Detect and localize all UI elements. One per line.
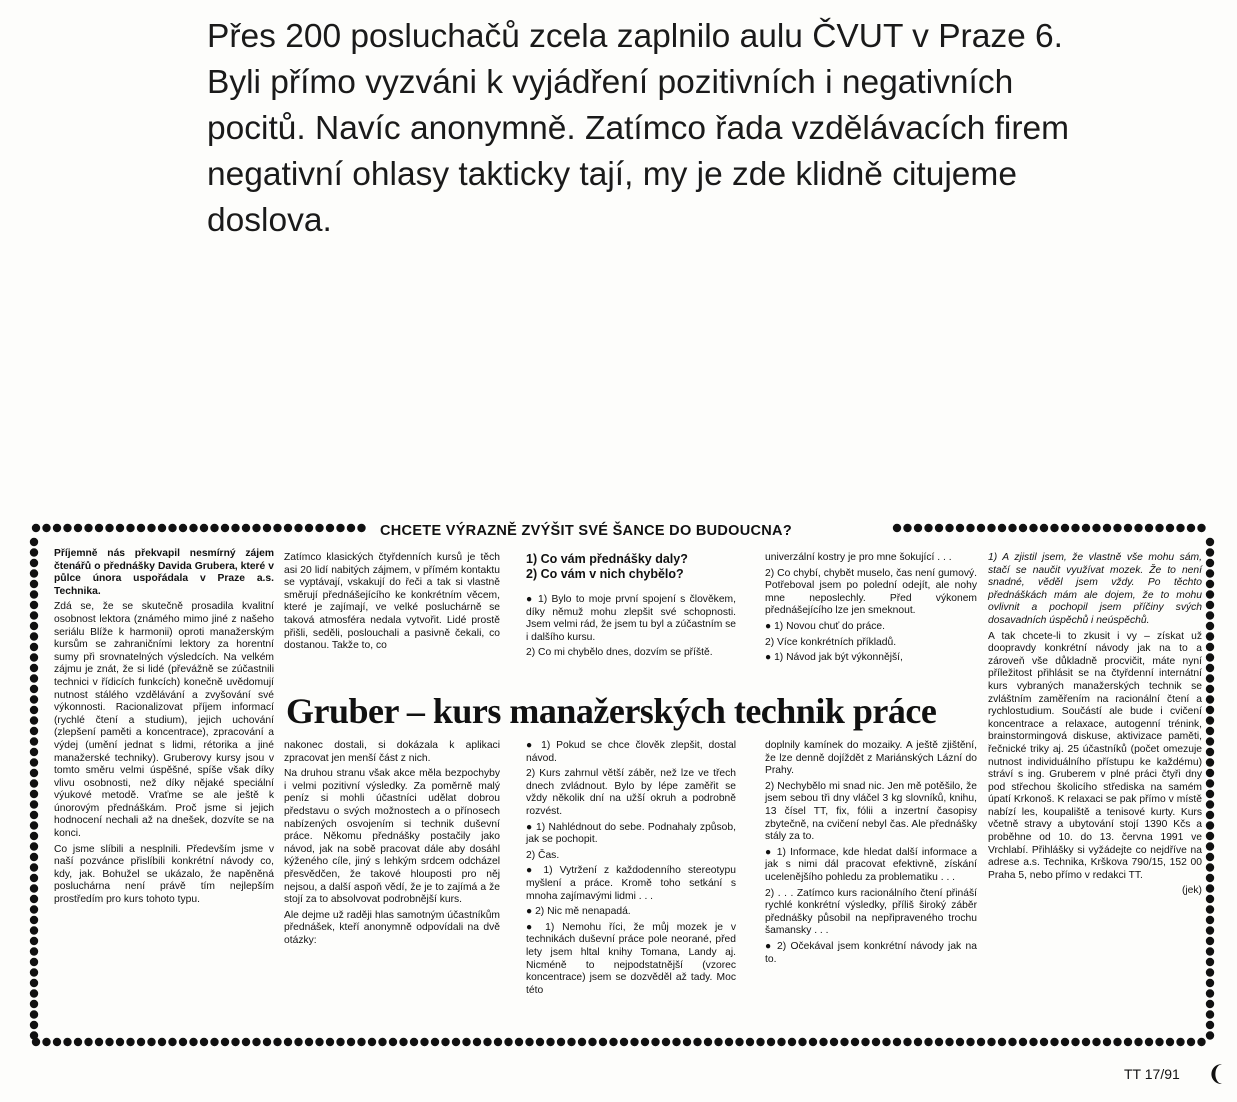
- answer-paragraph: univerzální kostry je pro mne šokující . . .: [765, 552, 952, 563]
- answer-paragraph: 2) Nechybělo mi snad nic. Jen mě potěšilo, že jsem sebou tři dny vláčel 3 kg slovníků, knihu, 13 čísel TT, fix, fólii a inzertní časopisy zbytečně, na cvičení nebyl čas. Ale přednášky stály za to.: [765, 780, 977, 843]
- body-paragraph: Ale dejme už raději hlas samotným účastníkům přednášek, kteří anonymně odpovídali na dvě otázky:: [284, 909, 500, 946]
- intro-paragraph: Přes 200 posluchačů zcela zaplnilo aulu ČVUT v Praze 6. Byli přímo vyzváni k vyjádření pozitivních i negativních pocitů. Navíc anonymně. Zatímco řada vzdělávacích firem negativní ohlasy takticky tají, my je zde klidně citujeme doslova.: [207, 18, 1070, 239]
- article-column-5: [988, 552, 1202, 901]
- body-paragraph: Co jsme slíbili a nesplnili. Především jsme v naší pozvánce přislíbili konkrétní návody co, kdy, jak. Bohužel se ukázalo, že napěněná posluchárna není právě tím nejlepším prostředím pro kurs tohoto typu.: [54, 843, 274, 906]
- answer-paragraph: 2) Čas.: [526, 849, 560, 861]
- answer-paragraph: ● 1) Nahlédnout do sebe. Podnahaly způsob, jak se pochopit.: [526, 821, 736, 846]
- clipping-headline: CHCETE VÝRAZNĚ ZVÝŠIT SVÉ ŠANCE DO BUDOUCNA?: [372, 523, 800, 539]
- answer-paragraph: 2) Kurs zahrnul větší záběr, než lze ve třech dnech zvládnout. Bylo by lépe zaměřit se vždy několik dní na užší okruh a podrobně rozvést.: [526, 768, 736, 817]
- page-footer: TT 17/91: [1124, 1066, 1180, 1082]
- answer-paragraph: doplnily kamínek do mozaiky. A ještě zjištění, že lze denně dojíždět z Mariánských Lázní do Prahy.: [765, 740, 977, 777]
- questions-block: [526, 552, 736, 582]
- course-offer-paragraph: A tak chcete-li to zkusit i vy – získat už doopravdy konkrétní návody jak na to a zároveň vše důkladně procvičit, máte nyní příležitost přihlásit se na čtyřdenní internátní kurs vybraných manažerských technik se zvláštním zaměřením na racionální čtení a rychlostudium. Součástí ale bude i cvičení koncentrace a relaxace, autogenní trénink, brainstormingová diskuse, aktivizace paměti, řečnické triky aj. 25 účastníků (počet omezuje nutnost individuálního přístupu ke každému) stráví s ing. Gruberem v plné práci čtyři dny pod střechou školicího střediska na samém úpatí Krkonoš. K relaxaci se pak přímo v místě nabízí les, koupaliště a tenisové kurty. Kurs včetně stravy a ubytování stojí 1390 Kčs a proběhne od 10. do 13. června 1991 ve Vrchlabí. Přihlášky si vyžádejte co nejdříve na adrese a.s. Technika, Krškova 790/15, 152 00 Praha 5, nebo přímo v redakci TT.: [988, 630, 1202, 881]
- answer-paragraph: ● 1) Návod jak být výkonnější,: [765, 652, 903, 664]
- author-signature: (jek): [1181, 885, 1202, 897]
- body-paragraph: Zatímco klasických čtyřdenních kursů je těch asi 20 lidí nabitých zájmem, v přímém kontaktu se vyptávají, vskakují do řeči a tak si vlastně směrují přednášejícího ke konkrétním věcem, které je zajímají, ve velké posluchárně se taková atmosféra nedala vytvořit. Lidé prostě přišli, seděli, poslouchali a pasivně čekali, co dostanou. Takže to, co: [284, 552, 500, 652]
- answer-paragraph: ● 1) Informace, kde hledat další informace a jak s nimi dál pracovat efektivně, získání ucelenějšího pohledu za problematiku . . .: [765, 846, 977, 883]
- question-2: 2) Co vám v nich chybělo?: [526, 567, 684, 581]
- answer-paragraph: ● 1) Nemohu říci, že můj mozek je v technikách duševní práce pole neorané, před lety jsem hltal knihy Tomana, Landy aj. Nicméně to nejpodstatnější (vzorec koncentrace) jsem se dozvěděl až tady. Moc této: [526, 921, 736, 996]
- answer-paragraph: 2) Co chybí, chybět muselo, čas není gumový. Potřeboval jsem po polední odejít, ale nohy mne neposlechly. Před výkonem přednášejícího lze jen smeknout.: [765, 567, 977, 617]
- lead-paragraph: Příjemně nás překvapil nesmírný zájem čtenářů o přednášky Davida Grubera, které v půlce února uspořádala v Praze a.s. Technika.: [54, 548, 274, 597]
- article-column-2-bottom: [284, 740, 500, 951]
- answer-paragraph: ● 2) Nic mě nenapadá.: [526, 906, 631, 918]
- answer-paragraph: ● 1) Vytržení z každodenního stereotypu myšlení a práce. Kromě toho setkání s mnoha zajímavými lidmi . . .: [526, 865, 736, 902]
- answer-paragraph: 2) . . . Zatímco kurs racionálního čtení přináší rychlé konkrétní výsledky, příliš široký záběr přednášky působil na nepřipraveného trochu šamansky . . .: [765, 887, 977, 937]
- body-paragraph: nakonec dostali, si dokázala k aplikaci zpracovat jen menší část z nich.: [284, 740, 500, 764]
- answer-paragraph: ● 1) Pokud se chce člověk zlepšit, dostal návod.: [526, 740, 736, 764]
- article-column-1: [54, 548, 274, 910]
- answer-paragraph: ● 1) Novou chuť do práce.: [765, 620, 885, 632]
- article-title: Gruber – kurs manažerských technik práce: [286, 691, 937, 731]
- article-column-3-top: [526, 594, 736, 663]
- answer-paragraph: 2) Více konkrétních příkladů.: [765, 636, 897, 648]
- bracket-mark-icon: ❨: [1207, 1062, 1226, 1087]
- newspaper-clipping: [28, 518, 1216, 1050]
- answer-paragraph: ● 1) Bylo to moje první spojení s člověkem, díky němuž mohu zlepšit své schopnosti. Jsem velmi rád, že jsem tu byl a zúčastním se i dalšího kursu.: [526, 594, 737, 643]
- answer-paragraph: ● 2) Očekával jsem konkrétní návody jak na to.: [765, 940, 977, 965]
- article-column-4-top: [765, 552, 977, 668]
- question-1: 1) Co vám přednášky daly?: [526, 552, 688, 566]
- answer-paragraph: 2) Co mi chybělo dnes, dozvím se příště.: [526, 647, 713, 659]
- article-column-2-top: [284, 552, 500, 656]
- answer-paragraph: 1) A zjistil jsem, že vlastně vše mohu sám, stačí se naučit využívat mozek. Že to není snadné, věděl jsem vždy. Po těchto přednáškách mám ale dojem, že to mohu ovlivnit a pochopil jsem příčiny svých dosavadních úspěchů i neúspěchů.: [988, 552, 1202, 626]
- article-column-4-bottom: [765, 740, 977, 969]
- body-paragraph: Na druhou stranu však akce měla bezpochyby i velmi pozitivní výsledky. Za poměrně malý peníz si mohli účastníci udělat dobrou představu o svých možnostech a o přínosech nabízených osvojením si technik duševní práce. Někomu přednášky postačily jako návod, jak na sobě pracovat dále aby dosáhl kýženého cíle, jiný s lehkým srdcem odcházel přesvědčen, že takové hlouposti pro něj nejsou, a další aspoň vědí, že je to zajímá a že stojí za to absolvovat podrobnější kurs.: [284, 768, 500, 906]
- body-paragraph: Zdá se, že se skutečně prosadila kvalitní osobnost lektora (známého mimo jiné z našeho seriálu Blíže k harmonii) oproti manažerským kursům se zahraničními lektory za horentní sumy při srovnatelných výsledcích. Na velkém zájmu je znát, že si lidé (převážně se zúčastnili technici v řídicích funkcích) konečně uvědomují nutnost stálého vzdělávání a zvyšování své výkonnosti. Racionalizovat příjem informací (rychlé čtení a studium), jejich uchování (zlepšení paměti a koncentrace), zpracování a výdej (umění jednat s lidmi, rétorika a jiné manažerské techniky). Gruberovy kursy jsou v tomto směru velmi úspěšné, spíše však díky vlivu osobnosti, než díky nějaké speciální výukové metodě. Vraťme se ale ještě k únorovým přednáškám. Proč jsme si jejich hodnocení nechali až na dnešek, dozvíte se na konci.: [54, 601, 274, 840]
- article-column-3-bottom: [526, 740, 736, 1000]
